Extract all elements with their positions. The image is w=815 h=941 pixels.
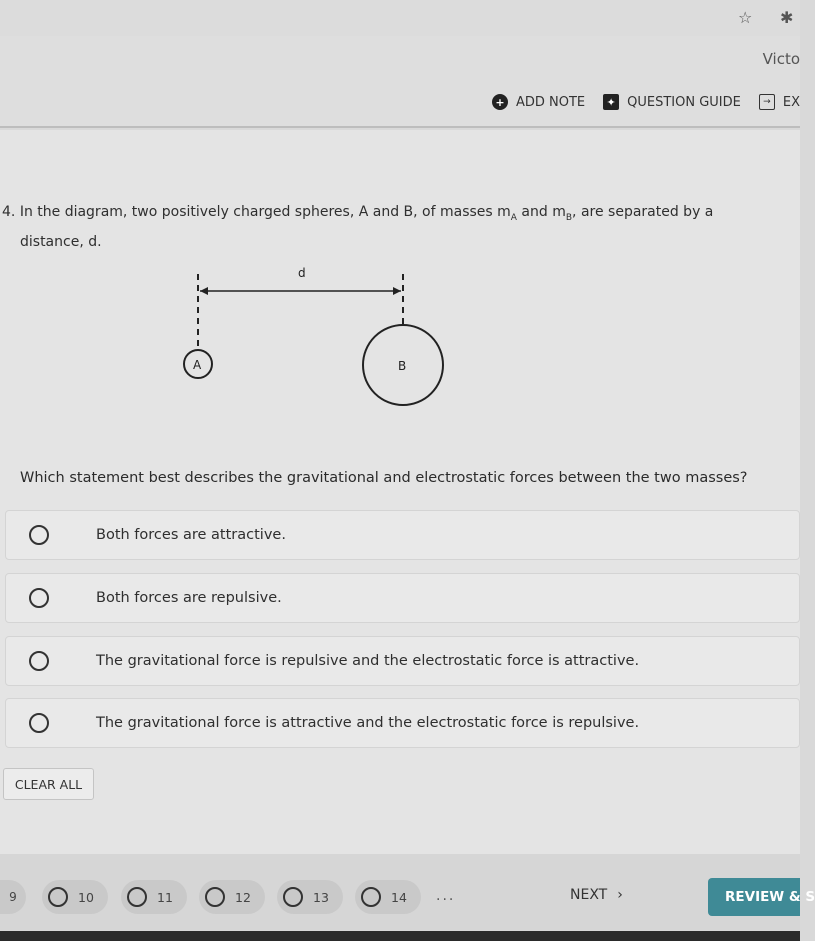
page-button-13[interactable]	[277, 880, 343, 914]
question-number: 4.	[2, 204, 16, 220]
page-number: 10	[78, 889, 94, 905]
answer-option-label: The gravitational force is repulsive and the electrostatic force is attractive.	[96, 653, 640, 669]
page-button-12[interactable]	[199, 880, 265, 914]
app-header	[0, 36, 800, 128]
exit-button[interactable]	[759, 94, 800, 110]
page-status-icon	[48, 887, 68, 907]
guide-icon: ✦	[603, 94, 619, 110]
page-status-icon	[361, 887, 381, 907]
page-number: 13	[313, 889, 329, 905]
page-navigation	[0, 880, 800, 914]
radio-button[interactable]	[29, 651, 49, 671]
star-icon[interactable]: ☆	[738, 8, 753, 27]
radio-button[interactable]	[29, 713, 49, 733]
user-name[interactable]: Victo	[762, 50, 800, 68]
question-stem	[2, 200, 800, 254]
plus-circle-icon: +	[492, 94, 508, 110]
chevron-right-icon: ›	[617, 887, 623, 903]
page-status-icon	[205, 887, 225, 907]
distance-arrow-head-left	[200, 287, 208, 295]
charged-spheres-diagram	[170, 260, 460, 420]
answer-option-label: The gravitational force is attractive and the electrostatic force is repulsive.	[96, 715, 640, 731]
answer-option-label: Both forces are attractive.	[96, 527, 286, 543]
question-guide-button[interactable]	[603, 94, 741, 110]
clear-all-button[interactable]: CLEAR ALL	[3, 768, 94, 800]
page-button-11[interactable]	[121, 880, 187, 914]
screen-bezel	[0, 931, 800, 941]
page-number: 12	[235, 889, 251, 905]
question-toolbar	[492, 94, 800, 110]
question-navigation-footer	[0, 854, 815, 941]
page-number: 11	[157, 889, 173, 905]
radio-button[interactable]	[29, 588, 49, 608]
next-label: NEXT	[570, 887, 608, 903]
question-text-line2: distance, d.	[20, 233, 102, 250]
extension-icon[interactable]: ✱	[780, 8, 794, 27]
radio-button[interactable]	[29, 525, 49, 545]
page-number: 14	[391, 889, 407, 905]
add-note-label: ADD NOTE	[515, 94, 586, 110]
answer-option-label: Both forces are repulsive.	[96, 590, 282, 606]
page-button-14[interactable]	[355, 880, 421, 914]
exit-label: EX	[782, 94, 800, 110]
answer-option-4[interactable]	[5, 698, 800, 748]
review-submit-button[interactable]: REVIEW & S	[708, 878, 800, 916]
page-button-9[interactable]: 9	[0, 880, 26, 914]
question-text-line1: In the diagram, two positively charged spheres, A and B, of masses $m_A$ and $m_B$, are separated by a	[19, 204, 714, 223]
question-guide-label: QUESTION GUIDE	[627, 94, 741, 110]
distance-label: d	[298, 266, 306, 280]
page-status-icon	[283, 887, 303, 907]
distance-arrow-head-right	[393, 287, 401, 295]
question-panel	[0, 130, 800, 854]
answer-option-2[interactable]	[5, 573, 800, 623]
exit-icon: →	[759, 94, 775, 110]
answer-option-1[interactable]	[5, 510, 800, 560]
page-status-icon	[127, 887, 147, 907]
sphere-a-label: A	[193, 358, 202, 372]
page-button-10[interactable]	[42, 880, 108, 914]
more-pages-ellipsis[interactable]: ...	[436, 888, 456, 904]
sphere-b-label: B	[398, 359, 407, 373]
browser-toolbar	[0, 0, 800, 36]
answer-option-3[interactable]	[5, 636, 800, 686]
next-button[interactable]	[570, 887, 623, 903]
add-note-button[interactable]	[492, 94, 585, 110]
question-prompt: Which statement best describes the gravitational and electrostatic forces between the two masses?	[20, 470, 748, 486]
